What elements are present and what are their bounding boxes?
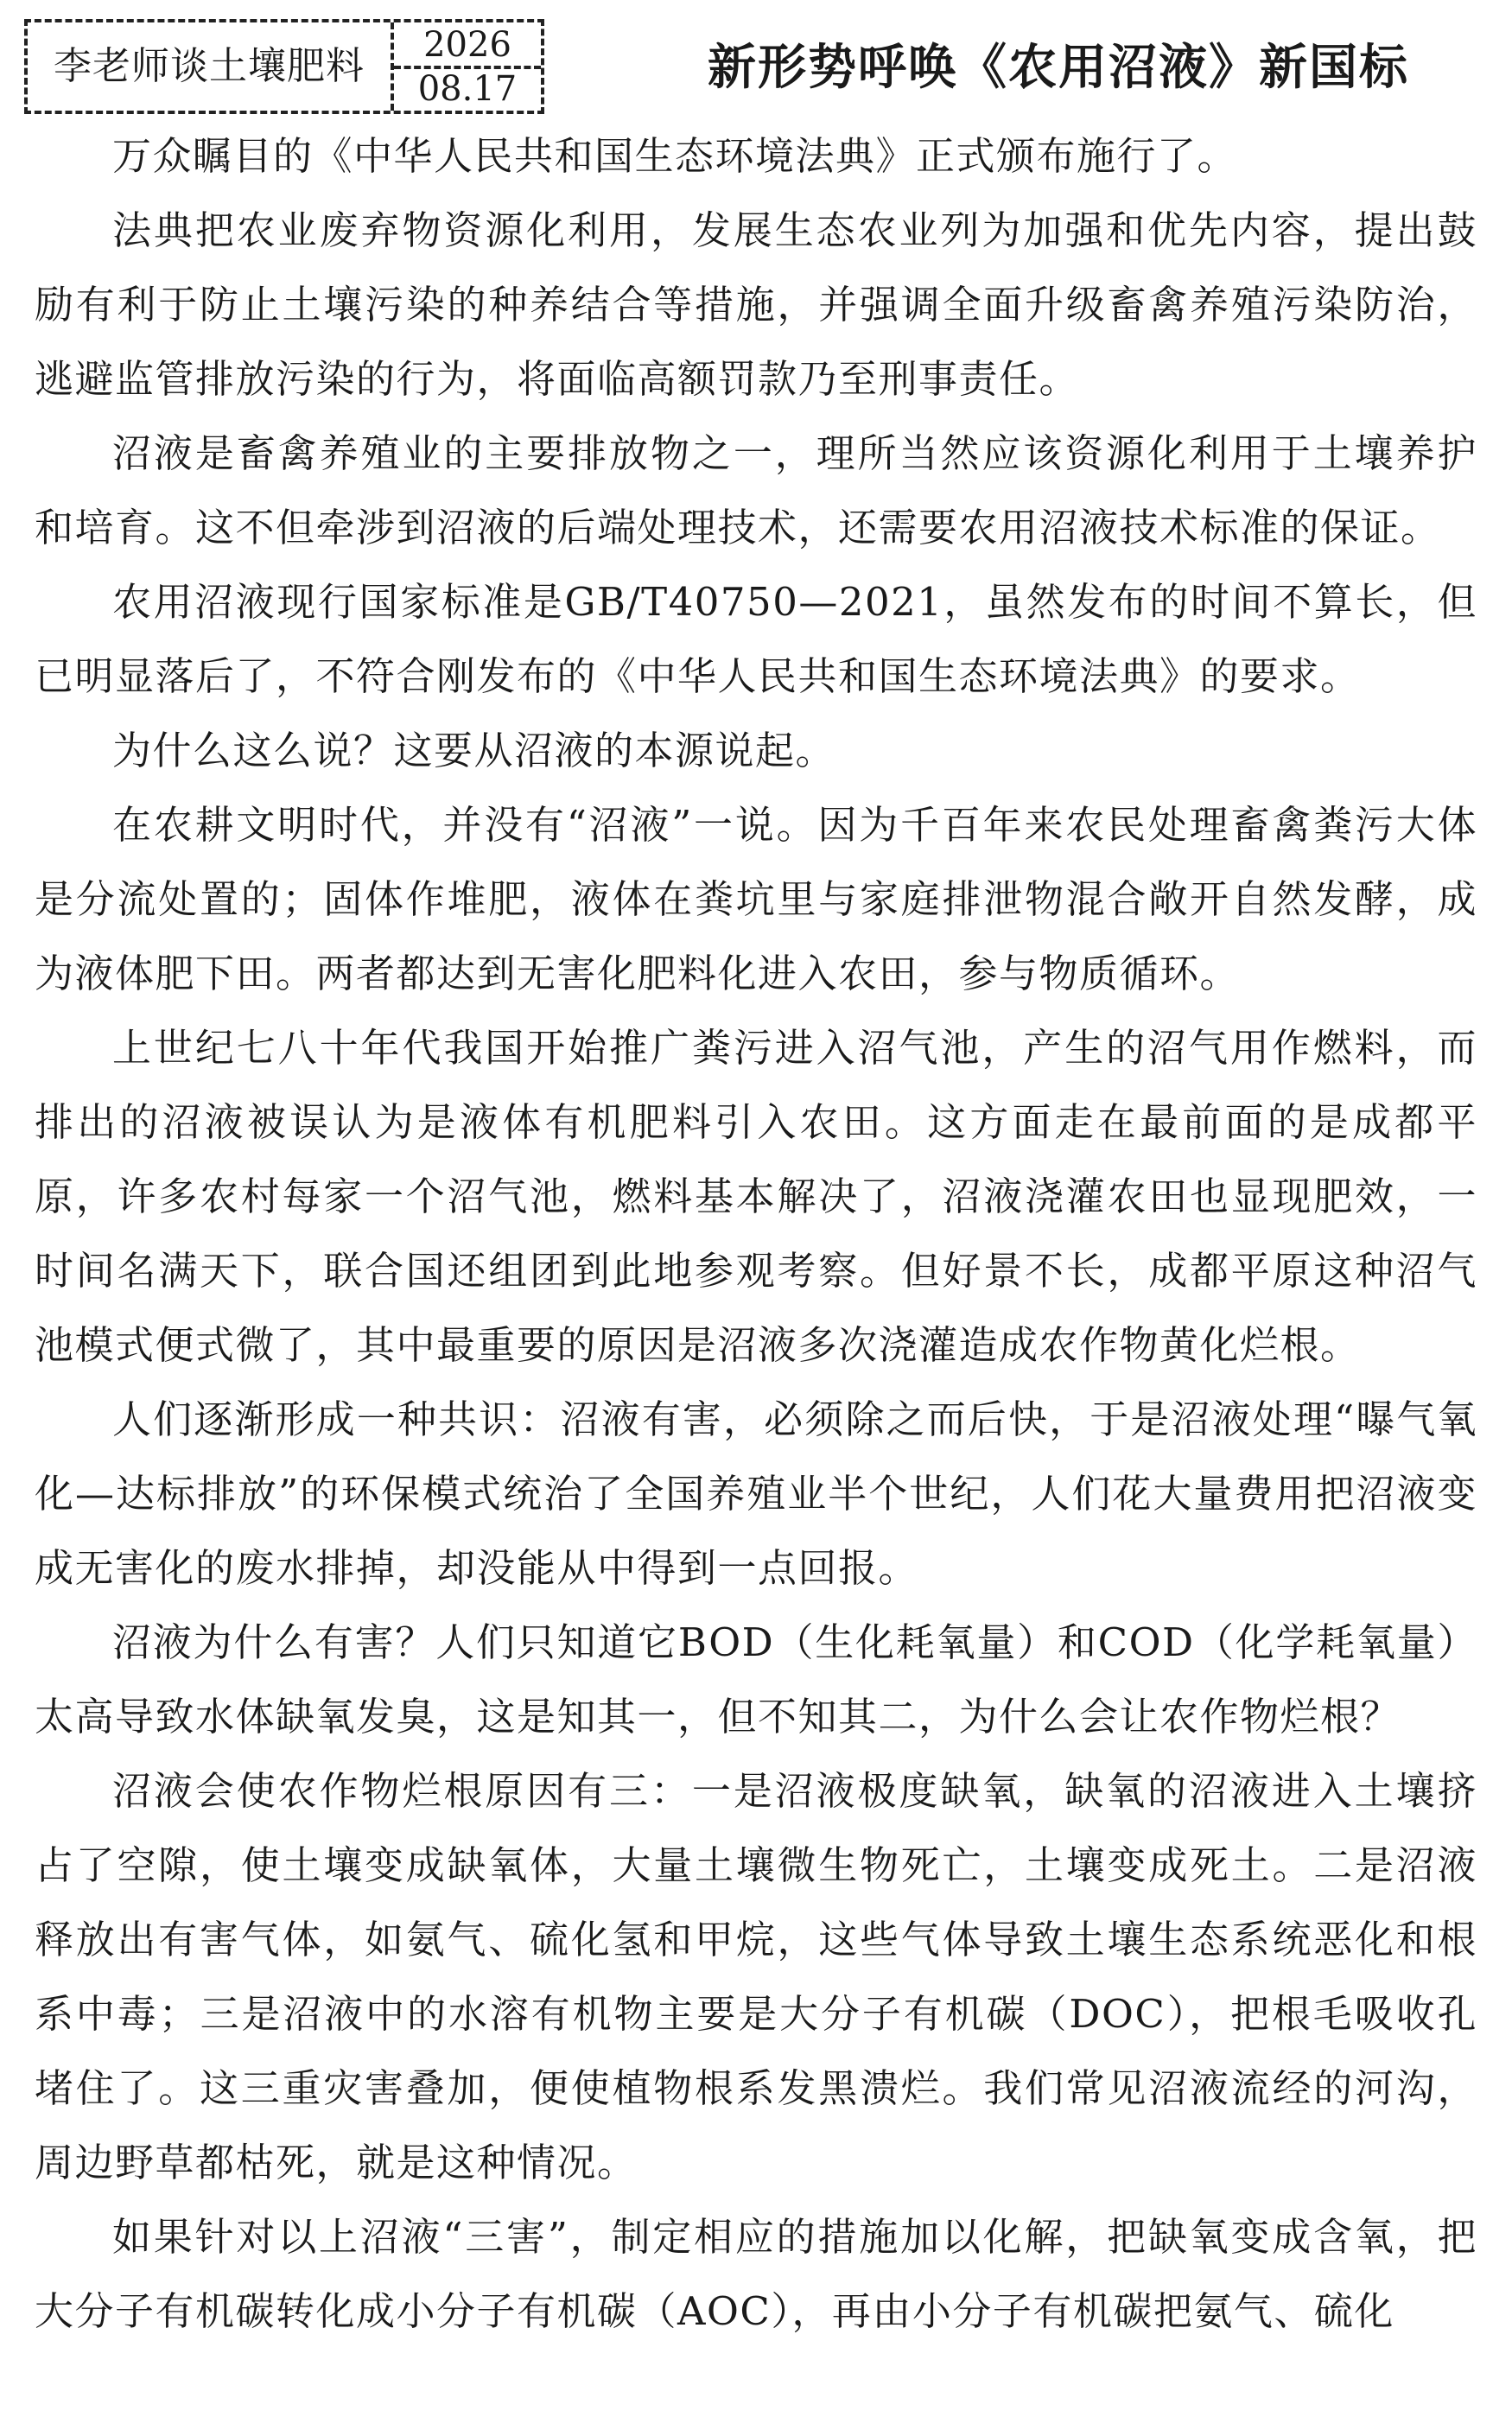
- paragraph: 农用沼液现行国家标准是GB/T40750—2021，虽然发布的时间不算长，但已明显落后了，不符合刚发布的《中华人民共和国生态环境法典》的要求。: [35, 579, 1477, 699]
- paragraph: 在农耕文明时代，并没有“沼液”一说。因为千百年来农民处理畜禽粪污大体是分流处置的；固体作堆肥，液体在粪坑里与家庭排泄物混合敞开自然发酵，成为液体肥下田。两者都达到无害化肥料化进入农田，参与物质循环。: [35, 802, 1477, 996]
- article-body: [35, 119, 1477, 2349]
- paragraph: 上世纪七八十年代我国开始推广粪污进入沼气池，产生的沼气用作燃料，而排出的沼液被误认为是液体有机肥料引入农田。这方面走在最前面的是成都平原，许多农村每家一个沼气池，燃料基本解决了，沼液浇灌农田也显现肥效，一时间名满天下，联合国还组团到此地参观考察。但好景不长，成都平原这种沼气池模式便式微了，其中最重要的原因是沼液多次浇灌造成农作物黄化烂根。: [35, 1025, 1477, 1368]
- paragraph: 为什么这么说？这要从沼液的本源说起。: [112, 728, 836, 773]
- paragraph: 万众瞩目的《中华人民共和国生态环境法典》正式颁布施行了。: [112, 133, 1238, 179]
- column-name: 李老师谈土壤肥料: [54, 44, 365, 88]
- date-year: 2026: [394, 22, 541, 69]
- article-title: 新形势呼唤《农用沼液》新国标: [708, 39, 1409, 96]
- paragraph: 人们逐渐形成一种共识：沼液有害，必须除之而后快，于是沼液处理“曝气氧化—达标排放”的环保模式统治了全国养殖业半个世纪，人们花大量费用把沼液变成无害化的废水排掉，却没能从中得到一点回报。: [35, 1396, 1477, 1591]
- paragraph: 沼液会使农作物烂根原因有三：一是沼液极度缺氧，缺氧的沼液进入土壤挤占了空隙，使土壤变成缺氧体，大量土壤微生物死亡，土壤变成死土。二是沼液释放出有害气体，如氨气、硫化氢和甲烷，这些气体导致土壤生态系统恶化和根系中毒；三是沼液中的水溶有机物主要是大分子有机碳（DOC），把根毛吸收孔堵住了。这三重灾害叠加，便使植物根系发黑溃烂。我们常见沼液流经的河沟，周边野草都枯死，就是这种情况。: [35, 1768, 1477, 2185]
- paragraph: 如果针对以上沼液“三害”，制定相应的措施加以化解，把缺氧变成含氧，把大分子有机碳转化成小分子有机碳（AOC），再由小分子有机碳把氨气、硫化: [35, 2214, 1477, 2334]
- date-box: [391, 22, 541, 111]
- paragraph: 法典把农业废弃物资源化利用，发展生态农业列为加强和优先内容，提出鼓励有利于防止土壤污染的种养结合等措施，并强调全面升级畜禽养殖污染防治，逃避监管排放污染的行为，将面临高额罚款乃至刑事责任。: [35, 207, 1477, 402]
- paragraph: 沼液是畜禽养殖业的主要排放物之一，理所当然应该资源化利用于土壤养护和培育。这不但牵涉到沼液的后端处理技术，还需要农用沼液技术标准的保证。: [35, 430, 1477, 550]
- date-month-day: 08.17: [417, 69, 518, 109]
- paragraph: 沼液为什么有害？人们只知道它BOD（生化耗氧量）和COD（化学耗氧量）太高导致水体缺氧发臭，这是知其一，但不知其二，为什么会让农作物烂根？: [35, 1619, 1477, 1740]
- column-label-box: [24, 19, 544, 114]
- article-header: [24, 19, 1488, 116]
